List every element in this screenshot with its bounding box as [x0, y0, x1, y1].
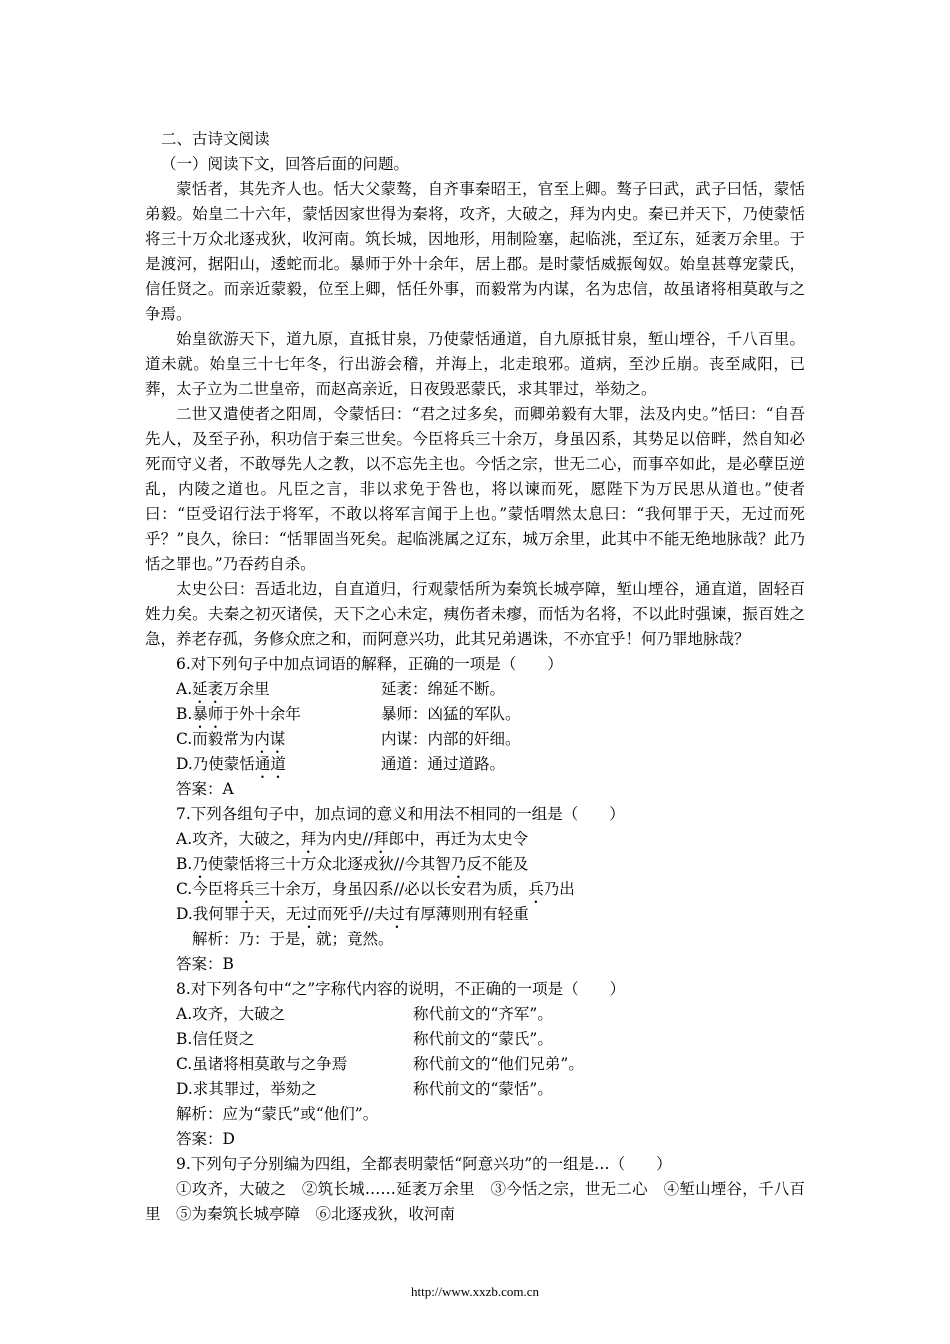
- q7-option-b: B.乃使蒙恬将三十万众北逐戎狄//今其智乃反不能及: [176, 855, 529, 873]
- q7-stem: 7.下列各组句子中，加点词的意义和用法不相同的一组是（ ）: [176, 805, 625, 823]
- document-content: [145, 127, 805, 1227]
- footer-url: http://www.xxzb.com.cn: [410, 1284, 540, 1299]
- q8-option-d: D.求其罪过，举劾之 称代前文的“蒙恬”。: [176, 1080, 553, 1098]
- sub-title: （一）阅读下文，回答后面的问题。: [161, 155, 410, 173]
- q6-option-c: C.而毅常为内谋 内谋：内部的奸细。: [176, 730, 521, 748]
- q8-option-c: C.虽诸将相莫敢与之争焉 称代前文的“他们兄弟”。: [176, 1055, 584, 1073]
- q8-option-b: B.信任贤之 称代前文的“蒙氏”。: [176, 1030, 553, 1048]
- q9-items: ①攻齐，大破之 ②筑长城……延袤万余里 ③今恬之宗，世无二心 ④堑山堙谷，千八百里 ⑤为秦筑长城亭障 ⑥北逐戎狄，收河南: [145, 1180, 805, 1223]
- q8-analysis: 解析：应为“蒙氏”或“他们”。: [176, 1105, 379, 1123]
- passage-paragraph-1: 蒙恬者，其先齐人也。恬大父蒙骜，自齐事秦昭王，官至上卿。骜子曰武，武子曰恬，蒙恬弟毅。始皇二十六年，蒙恬因家世得为秦将，攻齐，大破之，拜为内史。秦已并天下，乃使蒙恬将三十万众北逐戎狄，收河南。筑长城，因地形，用制险塞，起临洮，至辽东，延袤万余里。于是渡河，据阳山，逶蛇而北。暴师于外十余年，居上郡。是时蒙恬威振匈奴。始皇甚尊宠蒙氏，信任贤之。而亲近蒙毅，位至上卿，恬任外事，而毅常为内谋，名为忠信，故虽诸将相莫敢与之争焉。: [145, 180, 805, 323]
- q7-option-c: C.今臣将兵三十余万，身虽囚系//必以长安君为质，兵乃出: [176, 880, 575, 898]
- section-title: 二、古诗文阅读: [161, 130, 270, 148]
- q8-stem: 8.对下列各句中“之”字称代内容的说明，不正确的一项是（ ）: [176, 980, 626, 998]
- q8-option-a: A.攻齐，大破之 称代前文的“齐军”。: [176, 1005, 553, 1023]
- q7-option-d: D.我何罪于天，无过而死乎//夫过有厚薄则刑有轻重: [176, 905, 529, 923]
- q6-option-a: A.延袤万余里 延袤：绵延不断。: [176, 680, 506, 698]
- q6-option-d: D.乃使蒙恬通道 通道：通过道路。: [176, 755, 506, 773]
- q6-option-b: B.暴师于外十余年 暴师：凶猛的军队。: [176, 705, 521, 723]
- q7-answer: 答案：B: [176, 955, 234, 973]
- passage-paragraph-2: 始皇欲游天下，道九原，直抵甘泉，乃使蒙恬通道，自九原抵甘泉，堑山堙谷，千八百里。道未就。始皇三十七年冬，行出游会稽，并海上，北走琅邪。道病，至沙丘崩。丧至咸阳，已葬，太子立为二世皇帝，而赵高亲近，日夜毁恶蒙氏，求其罪过，举劾之。: [145, 330, 805, 398]
- q7-option-a: A.攻齐，大破之，拜为内史//拜郎中，再迁为太史令: [176, 830, 529, 848]
- q6-stem: 6.对下列句子中加点词语的解释，正确的一项是（ ）: [176, 655, 563, 673]
- q7-analysis: 解析：乃：于是，就；竟然。: [192, 930, 394, 948]
- q9-stem: 9.下列句子分别编为四组，全都表明蒙恬“阿意兴功”的一组是…（ ）: [176, 1155, 672, 1173]
- passage-paragraph-4: 太史公曰：吾适北边，自直道归，行观蒙恬所为秦筑长城亭障，堑山堙谷，通直道，固轻百姓力矣。夫秦之初灭诸侯，天下之心未定，痍伤者未瘳，而恬为名将，不以此时强谏，振百姓之急，养老存孤，务修众庶之和，而阿意兴功，此其兄弟遇诛，不亦宜乎！何乃罪地脉哉？: [145, 580, 805, 648]
- q8-answer: 答案：D: [176, 1130, 235, 1148]
- q6-answer: 答案：A: [176, 780, 234, 798]
- passage-paragraph-3: 二世又遣使者之阳周，令蒙恬曰：“君之过多矣，而卿弟毅有大罪，法及内史。”恬曰：“自吾先人，及至子孙，积功信于秦三世矣。今臣将兵三十余万，身虽囚系，其势足以倍畔，然自知必死而守义者，不敢辱先人之教，以不忘先主也。今恬之宗，世无二心，而事卒如此，是必孽臣逆乱，内陵之道也。凡臣之言，非以求免于咎也，将以谏而死，愿陛下为万民思从道也。”使者曰：“臣受诏行法于将军，不敢以将军言闻于上也。”蒙恬喟然太息曰：“我何罪于天，无过而死乎？”良久，徐曰：“恬罪固当死矣。起临洮属之辽东，城万余里，此其中不能无绝地脉哉？此乃恬之罪也。”乃吞药自杀。: [145, 405, 805, 573]
